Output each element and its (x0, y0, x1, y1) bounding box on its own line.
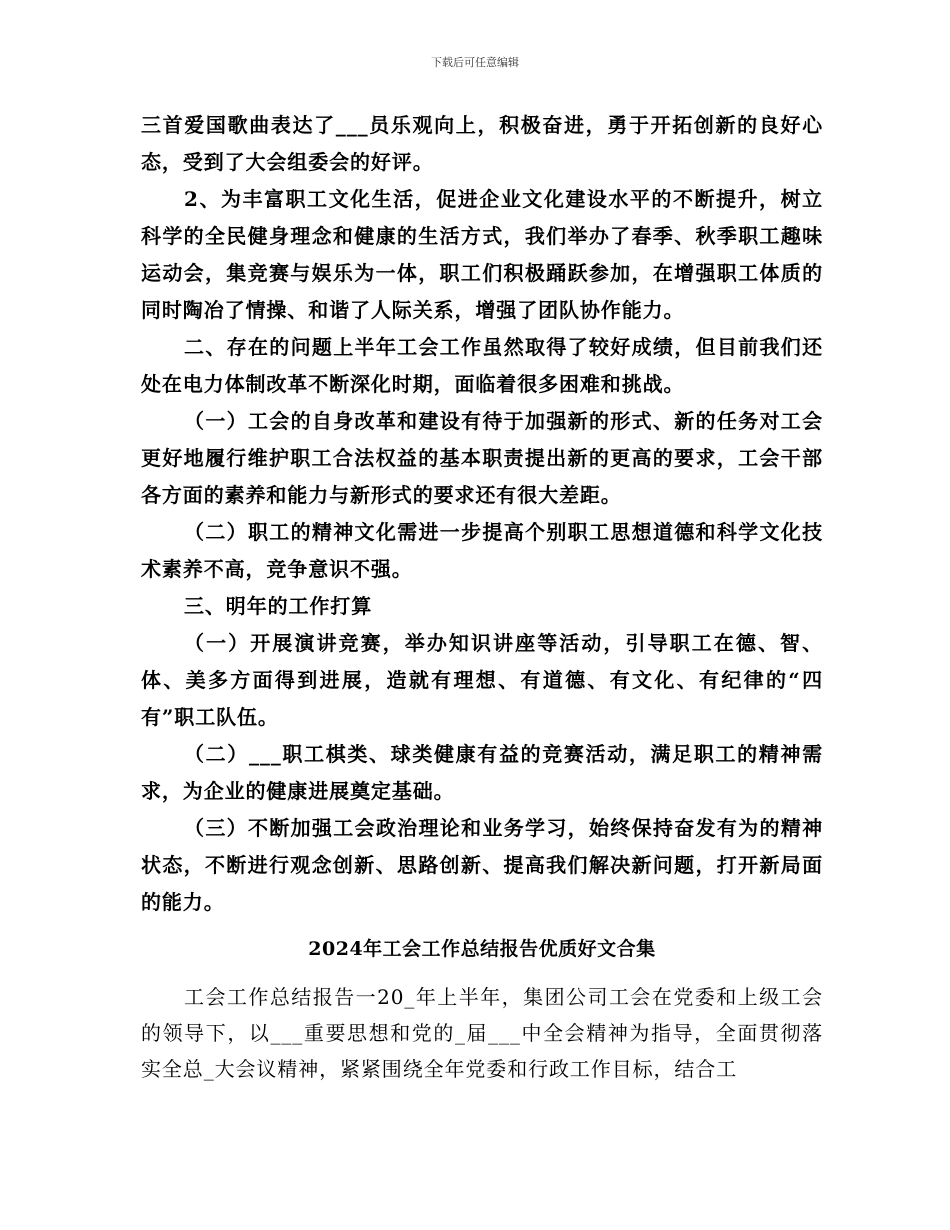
paragraph-problems: 二、存在的问题上半年工会工作虽然取得了较好成绩，但目前我们还处在电力体制改革不断深化时期，面临着很多困难和挑战。 (141, 335, 823, 396)
body-paragraph: 工会工作总结报告一20_年上半年，集团公司工会在党委和上级工会的领导下，以___重要思想和党的_届___中全会精神为指导，全面贯彻落实全总_大会议精神，紧紧围绕全年党委和行政工作目标，结合工 (141, 985, 823, 1081)
paragraph-problem-2: （二）职工的精神文化需进一步提高个别职工思想道德和科学文化技术素养不高，竞争意识不强。 (141, 520, 823, 581)
paragraph-plan-2: （二）___职工棋类、球类健康有益的竞赛活动，满足职工的精神需求，为企业的健康进展奠定基础。 (141, 742, 823, 803)
paragraph-item-2: 2、为丰富职工文化生活，促进企业文化建设水平的不断提升，树立科学的全民健身理念和健康的生活方式，我们举办了春季、秋季职工趣味运动会，集竞赛与娱乐为一体，职工们积极踊跃参加，在增强职工体质的同时陶冶了情操、和谐了人际关系，增强了团队协作能力。 (141, 187, 823, 322)
paragraph-plan-3: （三）不断加强工会政治理论和业务学习，始终保持奋发有为的精神状态，不断进行观念创新、思路创新、提高我们解决新问题，打开新局面的能力。 (141, 816, 823, 914)
paragraph-continuation: 三首爱国歌曲表达了___员乐观向上，积极奋进，勇于开拓创新的良好心态，受到了大会组委会的好评。 (141, 113, 823, 174)
paragraph-problem-1: （一）工会的自身改革和建设有待于加强新的形式、新的任务对工会更好地履行维护职工合法权益的基本职责提出新的更高的要求，工会干部各方面的素养和能力与新形式的要求还有很大差距。 (141, 409, 823, 507)
section-heading-plans: 三、明年的工作打算 (184, 594, 373, 618)
document-body (141, 107, 823, 1087)
page-header-note: 下载后可任意编辑 (431, 56, 519, 69)
section-title: 2024年工会工作总结报告优质好文合集 (308, 938, 656, 960)
paragraph-plan-1: （一）开展演讲竞赛，举办知识讲座等活动，引导职工在德、智、体、美多方面得到进展，造就有理想、有道德、有文化、有纪律的“四有”职工队伍。 (141, 631, 823, 729)
